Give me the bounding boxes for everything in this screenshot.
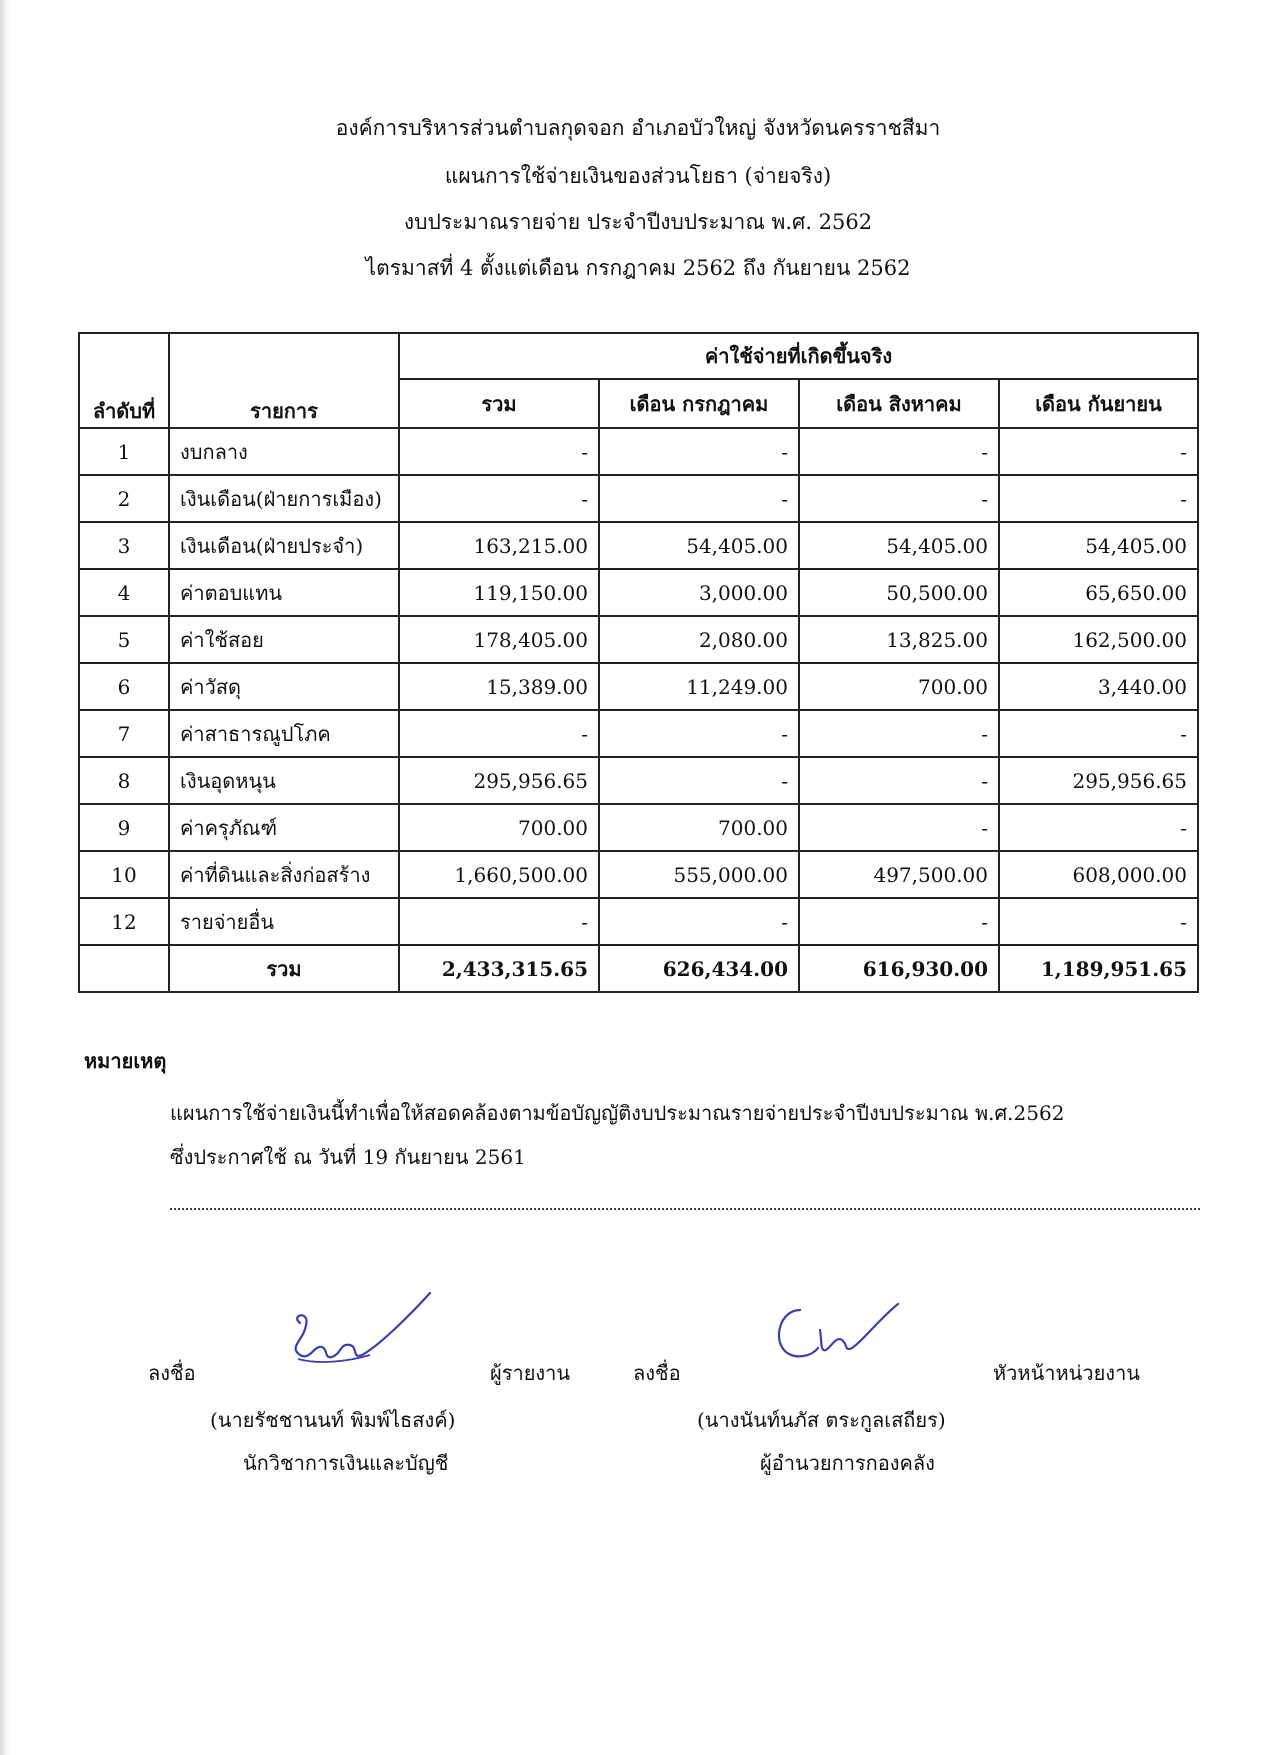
right-role-label: หัวหน้าหน่วยงาน	[993, 1361, 1140, 1385]
row-sep: -	[999, 428, 1198, 475]
row-no: 4	[79, 569, 169, 616]
row-jul: 555,000.00	[599, 851, 799, 898]
remarks-line-1: แผนการใช้จ่ายเงินนี้ทำเพื่อให้สอดคล้องตามข้อบัญญัติงบประมาณรายจ่ายประจำปีงบประมาณ พ.ศ.2562	[170, 1101, 1065, 1125]
quarter-title: ไตรมาสที่ 4 ตั้งแต่เดือน กรกฎาคม 2562 ถึง กันยายน 2562	[365, 256, 911, 280]
row-total: -	[399, 898, 599, 945]
plan-title: แผนการใช้จ่ายเงินของส่วนโยธา (จ่ายจริง)	[444, 164, 832, 188]
row-total: -	[399, 710, 599, 757]
table-row	[79, 757, 1198, 804]
total-row-jul: 626,434.00	[599, 945, 799, 992]
table-row	[79, 663, 1198, 710]
total-row-aug: 616,930.00	[799, 945, 999, 992]
row-item: ค่าใช้สอย	[169, 616, 399, 663]
col-header-item: รายการ	[169, 333, 399, 428]
row-total: 163,215.00	[399, 522, 599, 569]
left-role-label: ผู้รายงาน	[490, 1361, 571, 1385]
expense-table	[78, 332, 1199, 993]
row-no: 12	[79, 898, 169, 945]
right-sign-label: ลงชื่อ	[633, 1361, 681, 1385]
row-sep: -	[999, 475, 1198, 522]
row-jul: -	[599, 428, 799, 475]
row-total: 119,150.00	[399, 569, 599, 616]
row-aug: -	[799, 428, 999, 475]
col-header-sep: เดือน กันยายน	[999, 379, 1198, 428]
right-signer-position: ผู้อำนวยการกองคลัง	[760, 1451, 935, 1475]
table-row	[79, 710, 1198, 757]
left-signer-name: (นายรัชชานนท์ พิมพ์ไธสงค์)	[210, 1408, 456, 1432]
row-item: เงินอุดหนุน	[169, 757, 399, 804]
row-jul: 3,000.00	[599, 569, 799, 616]
row-jul: -	[599, 710, 799, 757]
row-sep: -	[999, 804, 1198, 851]
row-sep: 162,500.00	[999, 616, 1198, 663]
total-row-label: รวม	[169, 945, 399, 992]
row-no: 8	[79, 757, 169, 804]
table-row	[79, 804, 1198, 851]
col-header-jul: เดือน กรกฎาคม	[599, 379, 799, 428]
table-row	[79, 616, 1198, 663]
left-signature-image	[270, 1285, 440, 1385]
remarks-title: หมายเหตุ	[84, 1049, 167, 1073]
row-jul: -	[599, 898, 799, 945]
row-total: 295,956.65	[399, 757, 599, 804]
row-sep: 65,650.00	[999, 569, 1198, 616]
row-total: -	[399, 428, 599, 475]
table-row	[79, 851, 1198, 898]
row-sep: 608,000.00	[999, 851, 1198, 898]
row-aug: -	[799, 757, 999, 804]
row-no: 2	[79, 475, 169, 522]
row-aug: 497,500.00	[799, 851, 999, 898]
row-jul: -	[599, 757, 799, 804]
row-total: 1,660,500.00	[399, 851, 599, 898]
row-aug: 54,405.00	[799, 522, 999, 569]
right-signer-name: (นางนันท์นภัส ตระกูลเสถียร)	[697, 1408, 946, 1432]
row-no: 5	[79, 616, 169, 663]
row-item: ค่าครุภัณฑ์	[169, 804, 399, 851]
row-aug: -	[799, 804, 999, 851]
table-row	[79, 569, 1198, 616]
row-jul: -	[599, 475, 799, 522]
org-title: องค์การบริหารส่วนตำบลกุดจอก อำเภอบัวใหญ่ จังหวัดนครราชสีมา	[335, 116, 941, 140]
col-header-group: ค่าใช้จ่ายที่เกิดขึ้นจริง	[399, 333, 1198, 379]
row-total: 700.00	[399, 804, 599, 851]
row-item: ค่าวัสดุ	[169, 663, 399, 710]
row-sep: -	[999, 710, 1198, 757]
table-total-row	[79, 945, 1198, 992]
table-row	[79, 522, 1198, 569]
total-row-total: 2,433,315.65	[399, 945, 599, 992]
row-jul: 11,249.00	[599, 663, 799, 710]
row-sep: 295,956.65	[999, 757, 1198, 804]
left-sign-label: ลงชื่อ	[148, 1361, 196, 1385]
row-item: เงินเดือน(ฝ่ายการเมือง)	[169, 475, 399, 522]
row-no: 9	[79, 804, 169, 851]
row-item: งบกลาง	[169, 428, 399, 475]
row-total: -	[399, 475, 599, 522]
row-aug: 700.00	[799, 663, 999, 710]
row-aug: 13,825.00	[799, 616, 999, 663]
row-total: 178,405.00	[399, 616, 599, 663]
left-signer-position: นักวิชาการเงินและบัญชี	[243, 1451, 449, 1475]
row-sep: -	[999, 898, 1198, 945]
row-jul: 54,405.00	[599, 522, 799, 569]
row-item: ค่าสาธารณูปโภค	[169, 710, 399, 757]
row-total: 15,389.00	[399, 663, 599, 710]
budget-title: งบประมาณรายจ่าย ประจำปีงบประมาณ พ.ศ. 2562	[403, 210, 873, 234]
row-item: รายจ่ายอื่น	[169, 898, 399, 945]
row-no: 6	[79, 663, 169, 710]
row-item: เงินเดือน(ฝ่ายประจำ)	[169, 522, 399, 569]
row-sep: 54,405.00	[999, 522, 1198, 569]
col-header-total: รวม	[399, 379, 599, 428]
row-no: 1	[79, 428, 169, 475]
row-aug: -	[799, 898, 999, 945]
row-no: 10	[79, 851, 169, 898]
table-row	[79, 898, 1198, 945]
total-row-sep: 1,189,951.65	[999, 945, 1198, 992]
table-row	[79, 428, 1198, 475]
dotted-separator	[170, 1208, 1200, 1210]
right-signature-image	[760, 1290, 910, 1380]
row-jul: 2,080.00	[599, 616, 799, 663]
row-jul: 700.00	[599, 804, 799, 851]
col-header-aug: เดือน สิงหาคม	[799, 379, 999, 428]
total-row-no	[79, 945, 169, 992]
row-aug: 50,500.00	[799, 569, 999, 616]
row-item: ค่าที่ดินและสิ่งก่อสร้าง	[169, 851, 399, 898]
table-row	[79, 475, 1198, 522]
col-header-no: ลำดับที่	[79, 333, 169, 428]
row-aug: -	[799, 710, 999, 757]
row-no: 3	[79, 522, 169, 569]
row-item: ค่าตอบแทน	[169, 569, 399, 616]
remarks-line-2: ซึ่งประกาศใช้ ณ วันที่ 19 กันยายน 2561	[170, 1145, 526, 1169]
row-aug: -	[799, 475, 999, 522]
row-no: 7	[79, 710, 169, 757]
table-header-row	[79, 333, 1198, 379]
row-sep: 3,440.00	[999, 663, 1198, 710]
